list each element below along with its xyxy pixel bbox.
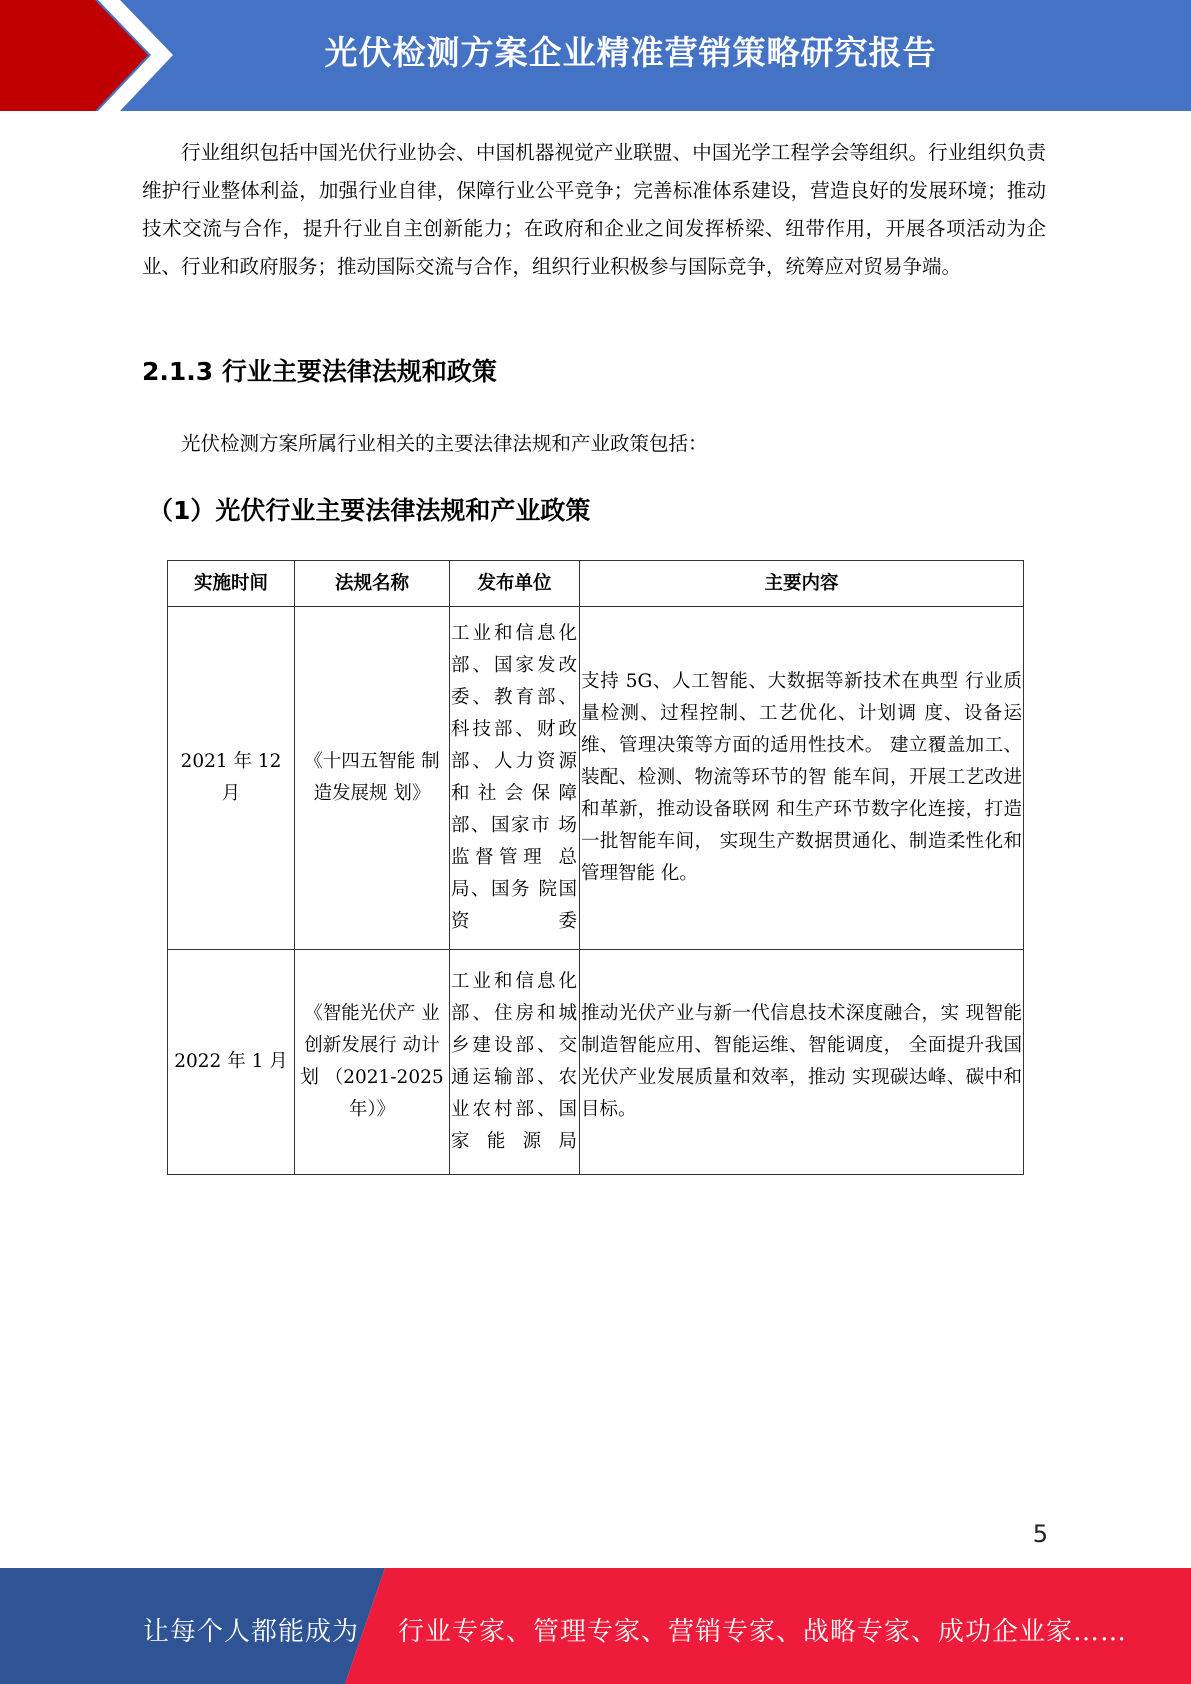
table-row	[168, 950, 1024, 1175]
cell-regulation-name: 《智能光伏产 业创新发展行 动计划 （2021-2025 年）》	[295, 950, 450, 1175]
policy-table	[167, 560, 1024, 1175]
cell-content: 推动光伏产业与新一代信息技术深度融合，实 现智能制造智能应用、智能运维、智能调度， 全面提升我国光伏产业发展质量和效率，推动 实现碳达峰、碳中和目标。	[580, 950, 1024, 1175]
section-heading: 2.1.3 行业主要法律法规和政策	[142, 357, 497, 386]
cell-content: 支持 5G、人工智能、大数据等新技术在典型 行业质量检测、过程控制、工艺优化、计划调 度、设备运维、管理决策等方面的适用性技术。 建立覆盖加工、装配、检测、物流等环节的智 能车间，开展工艺改进和革新，推动设备联网 和生产环节数字化连接，打造一批智能车间， 实现生产数据贯通化、制造柔性化和管理智能 化。	[580, 607, 1024, 950]
header-date: 实施时间	[168, 561, 295, 607]
header-publisher: 发布单位	[450, 561, 580, 607]
body-paragraph	[142, 134, 1046, 286]
table-header-row	[168, 561, 1024, 607]
document-title: 光伏检测方案企业精准营销策略研究报告	[324, 33, 937, 72]
cell-date: 2022 年 1 月	[168, 950, 295, 1175]
page-footer	[0, 1568, 1191, 1684]
cell-publisher: 工业和信息化部、国家发改委、教育部、科技部、财政部、人力资源和社会保障 部、国家市 场监督管理 总局、国务 院国资委	[450, 607, 580, 950]
cell-regulation-name: 《十四五智能 制造发展规 划》	[295, 607, 450, 950]
subsection-heading: （1）光伏行业主要法律法规和产业政策	[148, 496, 591, 525]
table-row	[168, 607, 1024, 950]
page-header	[0, 0, 1191, 111]
page-number: 5	[1032, 1520, 1048, 1548]
footer-slogan-right: 行业专家、管理专家、营销专家、战略专家、成功企业家……	[398, 1617, 1128, 1647]
paragraph-industry-organizations: 行业组织包括中国光伏行业协会、中国机器视觉产业联盟、中国光学工程学会等组织。行业组织负责维护行业整体利益，加强行业自律，保障行业公平竞争；完善标准体系建设，营造良好的发展环境；推动技术交流与合作，提升行业自主创新能力；在政府和企业之间发挥桥梁、纽带作用，开展各项活动为企业、行业和政府服务；推动国际交流与合作，组织行业积极参与国际竞争，统筹应对贸易争端。	[142, 141, 1046, 278]
cell-publisher: 工业和信息化部、住房和城乡建设部、交通运输部、农业农村部、国家能源局	[450, 950, 580, 1175]
intro-text: 光伏检测方案所属行业相关的主要法律法规和产业政策包括：	[181, 432, 708, 455]
header-regulation-name: 法规名称	[295, 561, 450, 607]
cell-date: 2021 年 12 月	[168, 607, 295, 950]
footer-slogan-left: 让每个人都能成为	[143, 1617, 360, 1647]
header-content: 主要内容	[580, 561, 1024, 607]
